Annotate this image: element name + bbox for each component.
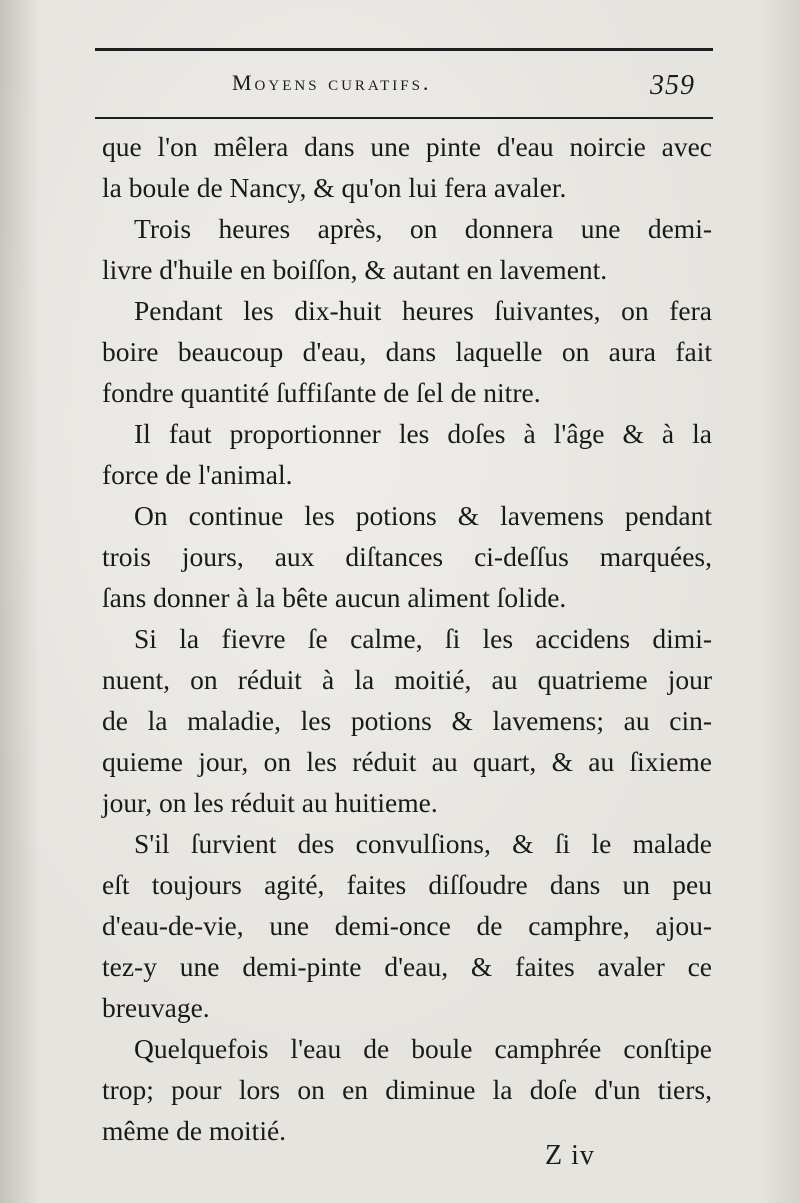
text-line: force de l'animal. xyxy=(102,459,293,490)
text-line: S'il ſurvient des convulſions, & ſi le malade xyxy=(134,828,712,859)
text-line: Si la fievre ſe calme, ſi les accidens dimi- xyxy=(134,623,712,654)
text-line: la boule de Nancy, & qu'on lui fera avaler. xyxy=(102,172,567,203)
header-top-rule xyxy=(95,48,713,51)
text-line: eſt toujours agité, faites diſſoudre dans un peu xyxy=(102,869,712,900)
text-line: d'eau-de-vie, une demi-once de camphre, ajou- xyxy=(102,910,712,941)
text-line: jour, on les réduit au huitieme. xyxy=(102,787,438,818)
text-line: ſans donner à la bête aucun aliment ſolide. xyxy=(102,582,567,613)
text-line: boire beaucoup d'eau, dans laquelle on aura fait xyxy=(102,336,712,367)
text-line: quieme jour, on les réduit au quart, & au ſixieme xyxy=(102,746,712,777)
text-line: trois jours, aux diſtances ci-deſſus marquées, xyxy=(102,541,712,572)
text-line: même de moitié. xyxy=(102,1115,287,1146)
text-line: Trois heures après, on donnera une demi- xyxy=(134,213,712,244)
text-line: livre d'huile en boiſſon, & autant en lavement. xyxy=(102,254,608,285)
signature-mark: Z iv xyxy=(545,1140,595,1171)
text-line: Pendant les dix-huit heures ſuivantes, on fera xyxy=(134,295,712,326)
text-line: Il faut proportionner les doſes à l'âge & à la xyxy=(134,418,712,449)
text-line: On continue les potions & lavemens pendant xyxy=(134,500,712,531)
running-head-title: Moyens curatifs. xyxy=(232,70,432,95)
page-number: 359 xyxy=(650,70,695,101)
text-line: de la maladie, les potions & lavemens; au cin- xyxy=(102,705,712,736)
text-line: que l'on mêlera dans une pinte d'eau noircie avec xyxy=(102,131,712,162)
text-line: fondre quantité ſuffiſante de ſel de nitre. xyxy=(102,377,541,408)
text-line: Quelquefois l'eau de boule camphrée conſtipe xyxy=(134,1033,712,1064)
header-bottom-rule xyxy=(95,117,713,119)
text-line: tez-y une demi-pinte d'eau, & faites avaler ce xyxy=(102,951,712,982)
body-text xyxy=(102,126,712,1151)
text-line: trop; pour lors on en diminue la doſe d'un tiers, xyxy=(102,1074,712,1105)
text-line: nuent, on réduit à la moitié, au quatrieme jour xyxy=(102,664,712,695)
text-line: breuvage. xyxy=(102,992,210,1023)
